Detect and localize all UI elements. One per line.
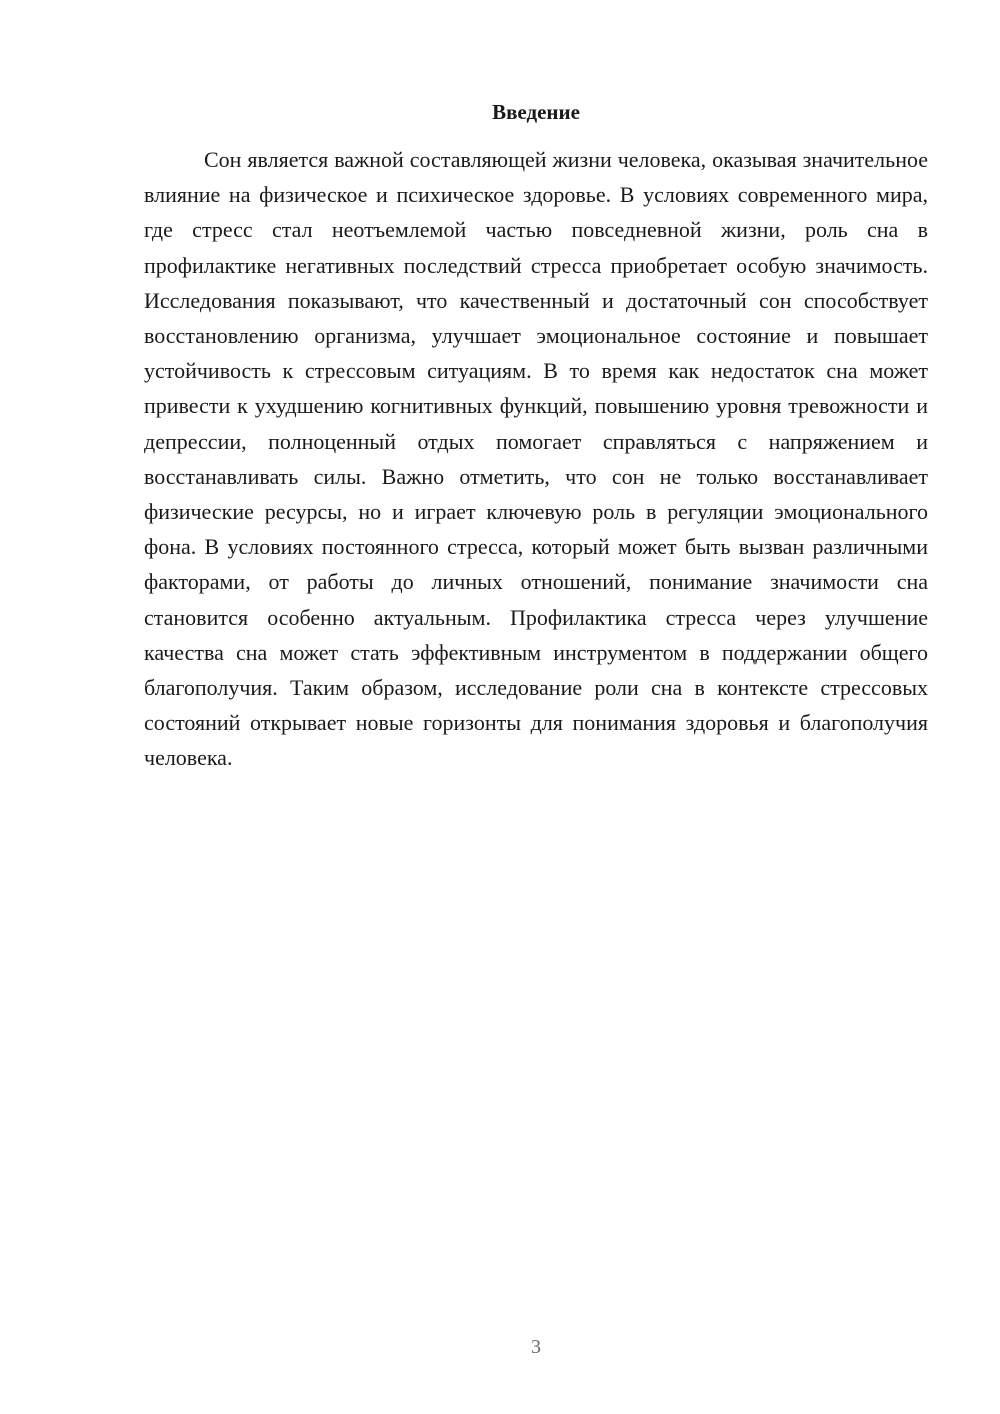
intro-paragraph: Сон является важной составляющей жизни человека, оказывая значительное влияние на физическое и психическое здоровье. В условиях современного мира, где стресс стал неотъемлемой частью повседневной жизни, роль сна в профилактике негативных последствий стресса приобретает особую значимость. Исследования показывают, что качественный и достаточный сон способствует восстановлению организма, улучшает эмоциональное состояние и повышает устойчивость к стрессовым ситуациям. В то время как недостаток сна может привести к ухудшению когнитивных функций, повышению уровня тревожности и депрессии, полноценный отдых помогает справляться с напряжением и восстанавливать силы. Важно отметить, что сон не только восстанавливает физические ресурсы, но и играет ключевую роль в регуляции эмоционального фона. В условиях постоянного стресса, который может быть вызван различными факторами, от работы до личных отношений, понимание значимости сна становится особенно актуальным. Профилактика стресса через улучшение качества сна может стать эффективным инструментом в поддержании общего благополучия. Таким образом, исследование роли сна в контексте стрессовых состояний открывает новые горизонты для понимания здоровья и благополучия человека. (144, 147, 928, 771)
section-title: Введение (492, 100, 580, 124)
page-number: 3 (531, 1336, 541, 1358)
